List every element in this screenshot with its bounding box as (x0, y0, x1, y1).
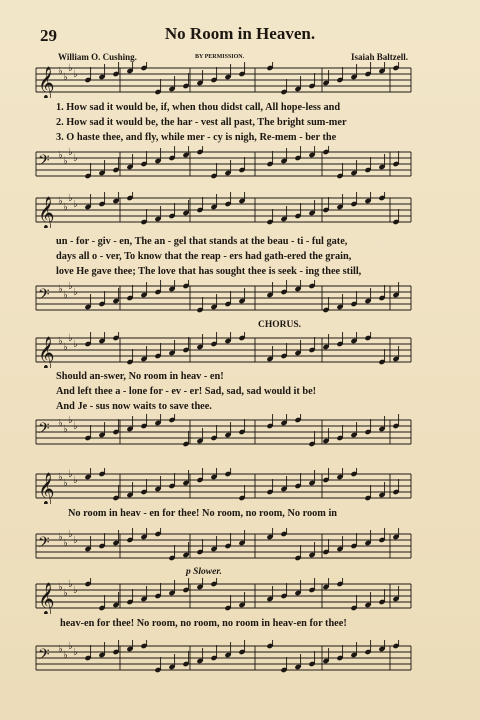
bass-staff-1 (0, 146, 480, 182)
flat-icon: ♭ (58, 472, 63, 483)
treble-staff-5 (0, 578, 480, 614)
treble-clef-icon: 𝄞 (38, 472, 55, 504)
flat-icon: ♭ (73, 199, 78, 210)
flat-icon: ♭ (68, 415, 73, 426)
flat-icon: ♭ (68, 579, 73, 590)
lyric-line: love He gave thee; The love that has sought thee is seek - ing thee still, (56, 266, 362, 277)
bass-clef-icon: 𝄢 (38, 534, 50, 555)
flat-icon: ♭ (73, 153, 78, 164)
flat-icon: ♭ (73, 535, 78, 546)
lyric-line: un - for - giv - en, The an - gel that stands at the beau - ti - ful gate, (56, 236, 348, 247)
flat-icon: ♭ (68, 281, 73, 292)
lyric-line: And left thee a - lone for - ev - er! Sad, sad, sad would it be! (56, 386, 317, 397)
lyric-line: No room in heav - en for thee! No room, no room, No room in (68, 508, 338, 519)
tempo-marking: p Slower. (186, 567, 222, 577)
lyric-line: 2. How sad it would be, the har - vest all past, The bright sum-mer (56, 117, 347, 128)
treble-clef-icon: 𝄞 (38, 66, 55, 98)
flat-icon: ♭ (68, 147, 73, 158)
composer-credit: Isaiah Baltzell. (350, 52, 408, 62)
flat-icon: ♭ (63, 202, 68, 213)
treble-staff-3 (0, 332, 480, 368)
treble-clef-icon: 𝄞 (38, 582, 55, 614)
flat-icon: ♭ (73, 339, 78, 350)
bass-clef-icon: 𝄢 (38, 286, 50, 307)
flat-icon: ♭ (58, 66, 63, 77)
page-number: 29 (40, 26, 57, 45)
permission-note: BY PERMISSION. (195, 54, 245, 60)
flat-icon: ♭ (58, 284, 63, 295)
flat-icon: ♭ (73, 585, 78, 596)
bass-staff-2 (0, 280, 480, 316)
flat-icon: ♭ (73, 421, 78, 432)
flat-icon: ♭ (68, 333, 73, 344)
flat-icon: ♭ (73, 287, 78, 298)
flat-icon: ♭ (73, 475, 78, 486)
flat-icon: ♭ (58, 418, 63, 429)
flat-icon: ♭ (73, 647, 78, 658)
flat-icon: ♭ (68, 469, 73, 480)
treble-clef-icon: 𝄞 (38, 336, 55, 368)
flat-icon: ♭ (68, 63, 73, 74)
chorus-marking: CHORUS. (258, 320, 302, 330)
flat-icon: ♭ (58, 150, 63, 161)
flat-icon: ♭ (58, 582, 63, 593)
lyric-line: 3. O haste thee, and fly, while mer - cy is nigh, Re-mem - ber the (56, 132, 337, 143)
flat-icon: ♭ (58, 644, 63, 655)
lyric-line: days all o - ver, To know that the reap - ers had gath-ered the grain, (56, 251, 352, 262)
flat-icon: ♭ (68, 641, 73, 652)
treble-staff-2 (0, 192, 480, 228)
flat-icon: ♭ (58, 532, 63, 543)
bass-staff-4 (0, 528, 480, 564)
flat-icon: ♭ (68, 193, 73, 204)
lyric-line: And Je - sus now waits to save thee. (56, 401, 212, 412)
flat-icon: ♭ (63, 156, 68, 167)
bass-staff-5 (0, 640, 480, 676)
flat-icon: ♭ (63, 588, 68, 599)
flat-icon: ♭ (58, 196, 63, 207)
bass-clef-icon: 𝄢 (38, 152, 50, 173)
bass-clef-icon: 𝄢 (38, 646, 50, 667)
treble-staff-4 (0, 468, 480, 504)
treble-staff-1 (0, 62, 480, 98)
flat-icon: ♭ (58, 336, 63, 347)
treble-clef-icon: 𝄞 (38, 196, 55, 228)
flat-icon: ♭ (63, 72, 68, 83)
flat-icon: ♭ (63, 650, 68, 661)
lyricist-credit: William O. Cushing. (58, 52, 137, 62)
lyric-line: Should an-swer, No room in heav - en! (56, 371, 224, 382)
hymn-title: No Room in Heaven. (164, 24, 316, 43)
flat-icon: ♭ (73, 69, 78, 80)
bass-clef-icon: 𝄢 (38, 420, 50, 441)
flat-icon: ♭ (63, 538, 68, 549)
flat-icon: ♭ (68, 529, 73, 540)
flat-icon: ♭ (63, 424, 68, 435)
bass-staff-3 (0, 414, 480, 450)
page-header (0, 24, 480, 46)
lyric-line: heav-en for thee! No room, no room, no room in heav-en for thee! (60, 618, 347, 629)
flat-icon: ♭ (63, 290, 68, 301)
lyric-line: 1. How sad it would be, if, when thou didst call, All hope-less and (56, 102, 341, 113)
flat-icon: ♭ (63, 478, 68, 489)
flat-icon: ♭ (63, 342, 68, 353)
